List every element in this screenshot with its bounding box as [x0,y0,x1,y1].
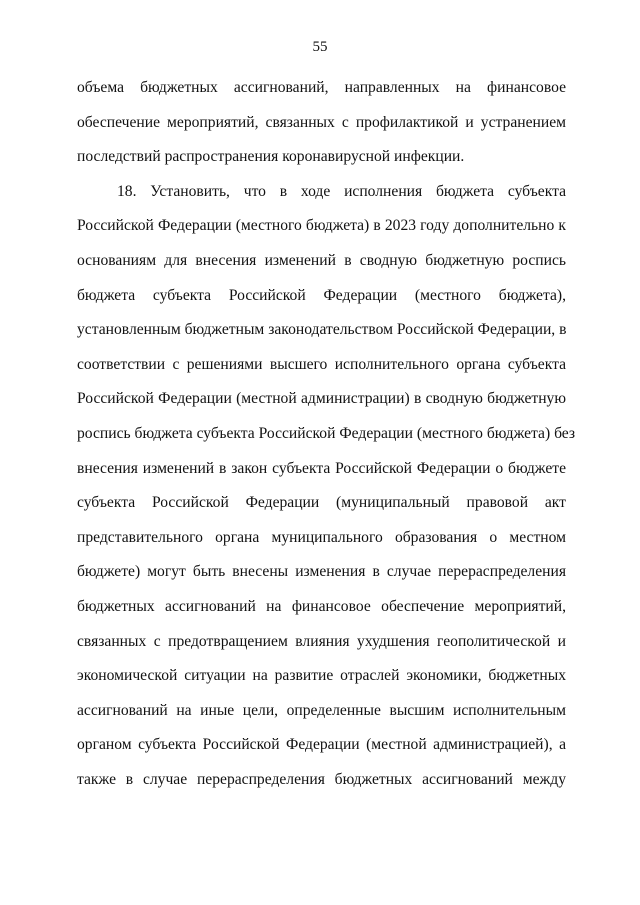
text-line: также в случае перераспределения бюджетных ассигнований между [77,770,566,788]
document-body [77,71,576,797]
text-line: роспись бюджета субъекта Российской Федерации (местного бюджета) без [77,424,576,442]
text-line: установленным бюджетным законодательством Российской Федерации, в [77,321,567,339]
text-line: основаниям для внесения изменений в сводную бюджетную роспись [77,251,566,269]
text-line: обеспечение мероприятий, связанных с профилактикой и устранением [77,113,566,131]
text-line: связанных с предотвращением влияния ухудшения геополитической и [77,632,566,650]
text-line: представительного органа муниципального образования о местном [77,528,566,546]
text-line: ассигнований на иные цели, определенные высшим исполнительным [77,701,566,719]
page-number: 55 [312,39,328,55]
paragraph-first-line: 18. Установить, что в ходе исполнения бюджета субъекта [117,182,566,200]
text-line: внесения изменений в закон субъекта Российской Федерации о бюджете [77,459,566,477]
text-line: бюджете) могут быть внесены изменения в случае перераспределения [77,563,566,581]
text-line: соответствии с решениями высшего исполнительного органа субъекта [77,355,566,373]
text-line: бюджетных ассигнований на финансовое обеспечение мероприятий, [77,597,566,615]
text-line: Российской Федерации (местной администрации) в сводную бюджетную [77,390,566,408]
text-line: органом субъекта Российской Федерации (местной администрацией), а [77,736,566,754]
text-line: бюджета субъекта Российской Федерации (местного бюджета), [77,286,566,304]
text-line: объема бюджетных ассигнований, направленных на финансовое [77,79,566,96]
text-line: экономической ситуации на развитие отраслей экономики, бюджетных [77,667,566,685]
text-line: последствий распространения коронавирусной инфекции. [77,148,465,166]
text-line: Российской Федерации (местного бюджета) в 2023 году дополнительно к [77,217,566,235]
text-line: субъекта Российской Федерации (муниципальный правовой акт [77,494,566,512]
